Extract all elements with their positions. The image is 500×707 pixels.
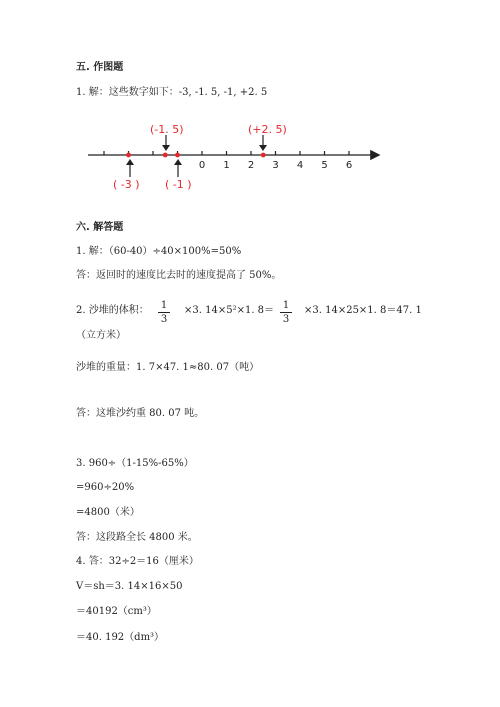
fraction-denominator: 3 [160, 314, 168, 325]
label-minus-1: ( -1 ) [165, 178, 192, 191]
fraction-one-third-a [158, 300, 170, 325]
q3-line1: 3. 960÷（1-15%-65%） [76, 458, 194, 469]
arrowhead-up-m3 [126, 159, 134, 165]
q4-line2: V＝sh＝3. 14×16×50 [76, 581, 183, 592]
fraction-numerator: 1 [160, 300, 168, 311]
q1-calculation: 1. 解：（60-40）÷40×100%=50% [76, 246, 242, 257]
number-point [126, 153, 131, 158]
section-title-solutions: 六. 解答题 [76, 222, 124, 233]
section-title-drawing: 五. 作图题 [76, 62, 124, 73]
arrowhead-down-m15 [162, 145, 170, 151]
q2-weight: 沙堆的重量：1. 7×47. 1≈80. 07（吨） [76, 362, 260, 373]
q2-volume-mid: ×3. 14×5²×1. 8＝ [184, 305, 275, 316]
number-line-ticks [104, 151, 352, 171]
q3-line2: =960÷20% [76, 482, 135, 493]
label-minus-3: ( -3 ) [113, 178, 140, 191]
q3-line3: =4800（米） [76, 507, 140, 518]
q2-volume-unit: （立方米） [76, 330, 126, 341]
q4-line1: 4. 答：32÷2＝16（厘米） [76, 556, 199, 567]
number-line-figure [80, 115, 400, 205]
label-plus-2-5: (+2. 5) [248, 123, 287, 136]
q4-line4: ＝40. 192（dm³） [76, 632, 165, 643]
tick-label: 4 [296, 160, 304, 171]
q2-volume-tail: ×3. 14×25×1. 8＝47. 1 [304, 305, 422, 316]
tick-label: 1 [223, 160, 230, 171]
tick-label: 3 [272, 160, 279, 171]
tick-label: 5 [321, 160, 328, 171]
q4-line3: ＝40192（cm³） [76, 606, 157, 617]
answer-1-numbers: 1. 解：这些数字如下：-3, -1. 5, -1, +2. 5 [76, 87, 268, 98]
fraction-one-third-b [280, 300, 292, 325]
number-point [175, 153, 180, 158]
tick-label: 0 [198, 160, 206, 171]
fraction-denominator: 3 [282, 314, 290, 325]
arrowhead-up-m1 [174, 159, 182, 165]
label-minus-1-5: (-1. 5) [150, 123, 184, 136]
q2-answer: 答：这堆沙约重 80. 07 吨。 [76, 408, 205, 419]
q2-volume-prefix: 2. 沙堆的体积： [76, 305, 149, 316]
fraction-numerator: 1 [282, 300, 290, 311]
number-point [261, 153, 266, 158]
tick-label: 2 [247, 160, 255, 171]
arrowhead-down-p25 [259, 145, 267, 151]
number-point [163, 153, 168, 158]
tick-label: 6 [345, 160, 353, 171]
q3-answer: 答：这段路全长 4800 米。 [76, 532, 198, 543]
q1-answer: 答：返回时的速度比去时的速度提高了 50%。 [76, 270, 282, 281]
